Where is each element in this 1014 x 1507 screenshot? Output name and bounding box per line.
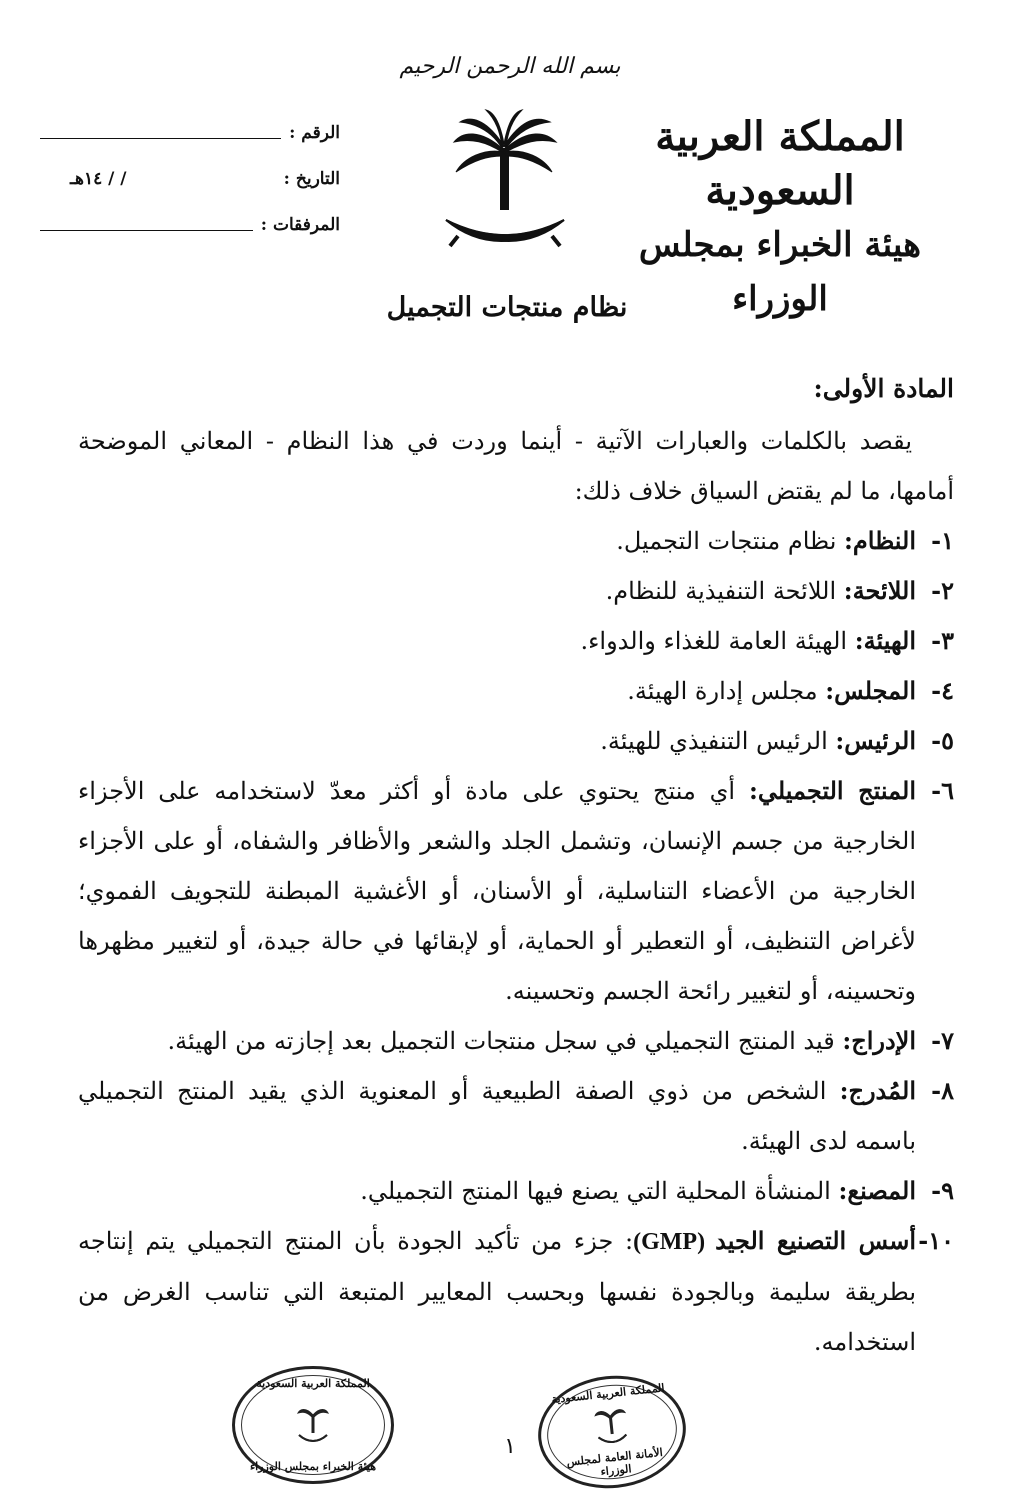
definition-item <box>78 766 954 1016</box>
definition-item <box>78 666 954 716</box>
definition-text: اللائحة التنفيذية للنظام. <box>605 577 844 605</box>
intro-paragraph: يقصد بالكلمات والعبارات الآتية - أينما وردت في هذا النظام - المعاني الموضحة أمامها، ما لم يقتض السياق خلاف ذلك: <box>78 427 954 505</box>
definition-term: المجلس: <box>825 676 916 705</box>
definition-number: ١٠- <box>918 1226 954 1255</box>
article-heading: المادة الأولى: <box>813 374 954 403</box>
gmp-abbreviation: (GMP) <box>633 1229 716 1255</box>
document-title: نظام منتجات التجميل <box>386 292 628 323</box>
page-number: ١ <box>504 1434 516 1459</box>
definition-term: النظام: <box>844 526 916 555</box>
definition-item <box>78 1016 954 1066</box>
definition-item <box>78 616 954 666</box>
stamp-emblem-icon <box>592 1404 630 1447</box>
definition-term: الرئيس: <box>835 726 916 755</box>
definition-term: المُدرج: <box>839 1076 916 1105</box>
definition-item <box>78 566 954 616</box>
definition-item <box>78 1166 954 1216</box>
definition-term: اللائحة: <box>843 576 916 605</box>
left-stamp-top-text: المملكة العربية السعودية <box>256 1377 370 1390</box>
definition-text: الشخص من ذوي الصفة الطبيعية أو المعنوية الذي يقيد المنتج التجميلي باسمه لدى الهيئة. <box>78 1077 916 1155</box>
palm-swords-emblem-icon <box>440 108 570 258</box>
document-body <box>78 364 954 1367</box>
definition-text: قيد المنتج التجميلي في سجل منتجات التجميل بعد إجازته من الهيئة. <box>167 1027 843 1055</box>
definition-number: ٤- <box>931 676 954 705</box>
ref-label: الرقم : <box>289 123 340 143</box>
definition-text: : جزء من تأكيد الجودة بأن المنتج التجميلي يتم إنتاجه بطريقة سليمة وبالجودة نفسها وبحسب المعايير المتبعة التي تناسب الغرض من استخدامه. <box>78 1227 916 1356</box>
definition-number: ٩- <box>931 1176 954 1205</box>
reference-block <box>40 110 340 248</box>
definition-term: الهيئة: <box>854 626 916 655</box>
ref-line <box>40 138 281 139</box>
attachments-label: المرفقات : <box>260 215 340 235</box>
definition-number: ٦- <box>931 776 954 805</box>
stamp-emblem-icon <box>296 1405 330 1445</box>
basmala: بسم الله الرحمن الرحيم <box>399 54 621 79</box>
date-value: / / ١٤هـ <box>70 169 127 189</box>
definition-text: الرئيس التنفيذي للهيئة. <box>600 727 836 755</box>
date-row <box>40 156 340 202</box>
left-official-stamp <box>232 1366 394 1484</box>
org-line-2: هيئة الخبراء بمجلس الوزراء <box>638 225 922 319</box>
definition-number: ١- <box>931 526 954 555</box>
definition-text: أي منتج يحتوي على مادة أو أكثر معدّ لاستخدامه على الأجزاء الخارجية من جسم الإنسان، وتشمل الجلد والشعر والأظافر والشفاه، أو على الأجزاء الخارجية من الأعضاء التناسلية، أو الأسنان، أو الأغشية المبطنة للتجويف الفموي؛ لأغراض التنظيف، أو التعطير أو الحماية، أو لإبقائها في حالة جيدة، أو لتغيير مظهرها وتحسينه، أو لتغيير رائحة الجسم وتحسينه. <box>78 777 916 1005</box>
date-label: التاريخ : <box>283 169 340 189</box>
left-stamp-bottom-text: هيئة الخبراء بمجلس الوزراء <box>249 1460 377 1473</box>
org-line-1: المملكة العربية السعودية <box>655 113 905 214</box>
attachments-row <box>40 202 340 248</box>
definition-item <box>78 516 954 566</box>
definition-text: المنشأة المحلية التي يصنع فيها المنتج التجميلي. <box>360 1177 839 1205</box>
definition-item <box>78 716 954 766</box>
definition-text: نظام منتجات التجميل. <box>616 527 845 555</box>
definition-number: ٥- <box>931 726 954 755</box>
definition-term: الإدراج: <box>842 1026 916 1055</box>
definition-text: الهيئة العامة للغذاء والدواء. <box>580 627 855 655</box>
definition-number: ٨- <box>931 1076 954 1105</box>
right-official-stamp <box>533 1369 692 1496</box>
definition-text: مجلس إدارة الهيئة. <box>627 677 826 705</box>
right-stamp-bottom-text: الأمانة العامة لمجلس الوزراء <box>565 1445 664 1479</box>
definition-term: أسس التصنيع الجيد <box>715 1226 916 1255</box>
definition-term: المصنع: <box>838 1176 916 1205</box>
definition-number: ٢- <box>931 576 954 605</box>
definition-item <box>78 1216 954 1367</box>
right-stamp-top-text: المملكة العربية السعودية <box>550 1381 666 1407</box>
definition-number: ٧- <box>931 1026 954 1055</box>
ref-row <box>40 110 340 156</box>
definition-term: المنتج التجميلي: <box>748 776 916 805</box>
definition-number: ٣- <box>931 626 954 655</box>
attachments-line <box>40 230 253 231</box>
definition-item <box>78 1066 954 1166</box>
